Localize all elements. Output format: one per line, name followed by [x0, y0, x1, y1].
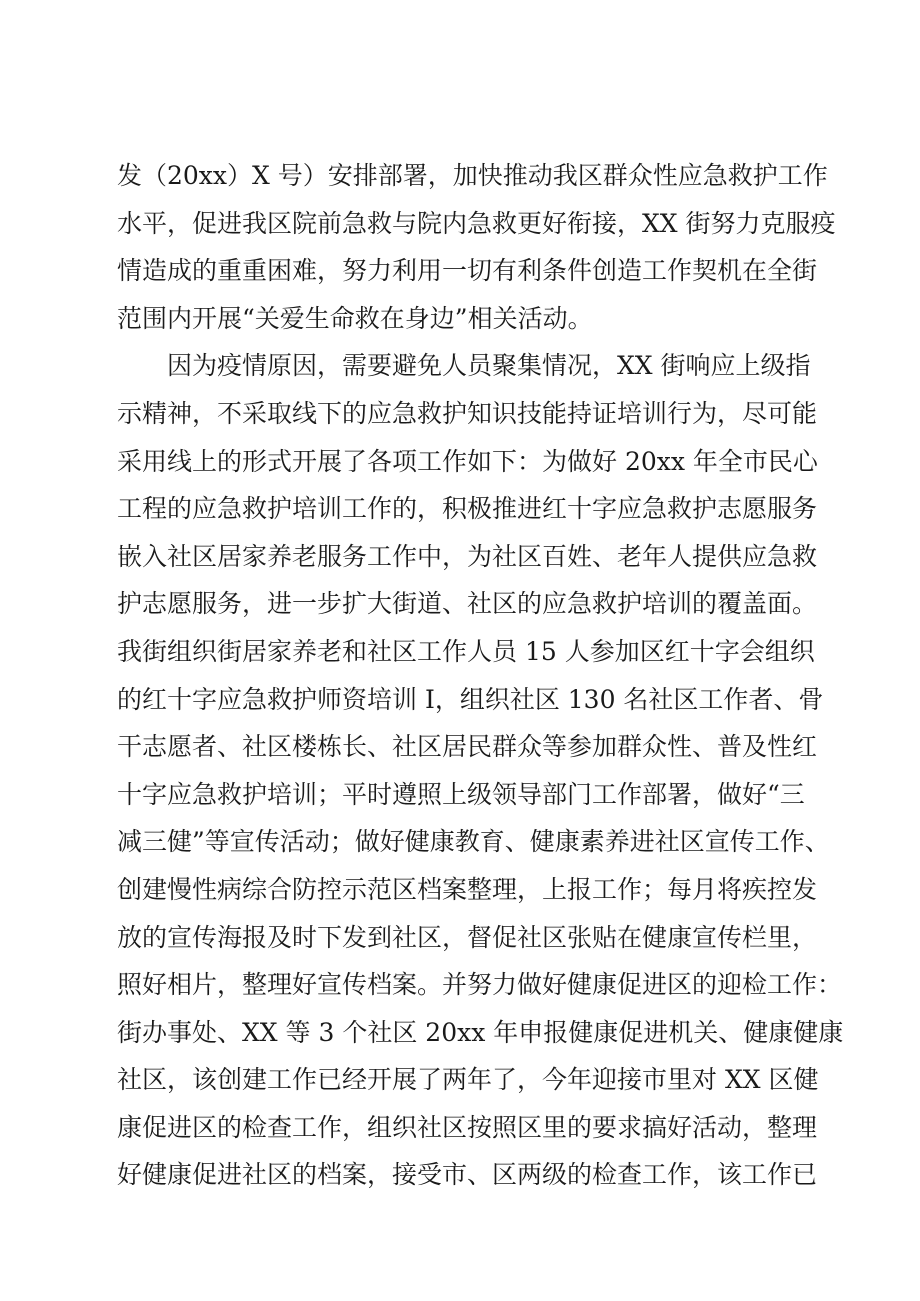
text-line: 嵌入社区居家养老服务工作中，为社区百姓、老年人提供应急救	[117, 541, 818, 571]
paragraph	[117, 152, 836, 342]
text-line: 街办事处、XX 等 3 个社区 20xx 年申报健康促进机关、健康健康	[117, 1017, 844, 1047]
text-line: 工程的应急救护培训工作的，积极推进红十字应急救护志愿服务	[117, 494, 818, 524]
text-line: 康促进区的检查工作，组织社区按照区里的要求搞好活动，整理	[117, 1112, 818, 1142]
text-line: 十字应急救护培训；平时遵照上级领导部门工作部署，做好“三	[117, 779, 805, 809]
text-line: 护志愿服务，进一步扩大街道、社区的应急救护培训的覆盖面。	[117, 589, 818, 619]
text-line: 水平，促进我区院前急救与院内急救更好衔接，XX 街努力克服疫	[117, 208, 836, 238]
text-line: 创建慢性病综合防控示范区档案整理，上报工作；每月将疾控发	[117, 874, 818, 904]
document-body	[117, 152, 844, 1199]
text-line: 放的宣传海报及时下发到社区，督促社区张贴在健康宣传栏里，	[117, 922, 818, 952]
paragraph	[117, 342, 844, 1199]
text-line: 示精神，不采取线下的应急救护知识技能持证培训行为，尽可能	[117, 398, 818, 428]
text-line: 范围内开展“关爱生命救在身边”相关活动。	[117, 303, 593, 333]
text-line: 的红十字应急救护师资培训 I，组织社区 130 名社区工作者、骨	[117, 684, 824, 714]
text-line: 因为疫情原因，需要避免人员聚集情况，XX 街响应上级指	[167, 351, 811, 381]
text-line: 照好相片，整理好宣传档案。并努力做好健康促进区的迎检工作：	[117, 970, 843, 1000]
text-line: 社区，该创建工作已经开展了两年了，今年迎接市里对 XX 区健	[117, 1065, 819, 1095]
text-line: 减三健”等宣传活动；做好健康教育、健康素养进社区宣传工作、	[117, 827, 830, 857]
text-line: 干志愿者、社区楼栋长、社区居民群众等参加群众性、普及性红	[117, 732, 818, 762]
text-line: 我街组织街居家养老和社区工作人员 15 人参加区红十字会组织	[117, 636, 815, 666]
text-line: 好健康促进社区的档案，接受市、区两级的检查工作，该工作已	[117, 1160, 818, 1190]
text-line: 发（20xx）X 号）安排部署，加快推动我区群众性应急救护工作	[117, 161, 828, 190]
text-line: 采用线上的形式开展了各项工作如下：为做好 20xx 年全市民心	[117, 446, 818, 476]
text-line: 情造成的重重困难，努力利用一切有利条件创造工作契机在全街	[117, 256, 818, 286]
